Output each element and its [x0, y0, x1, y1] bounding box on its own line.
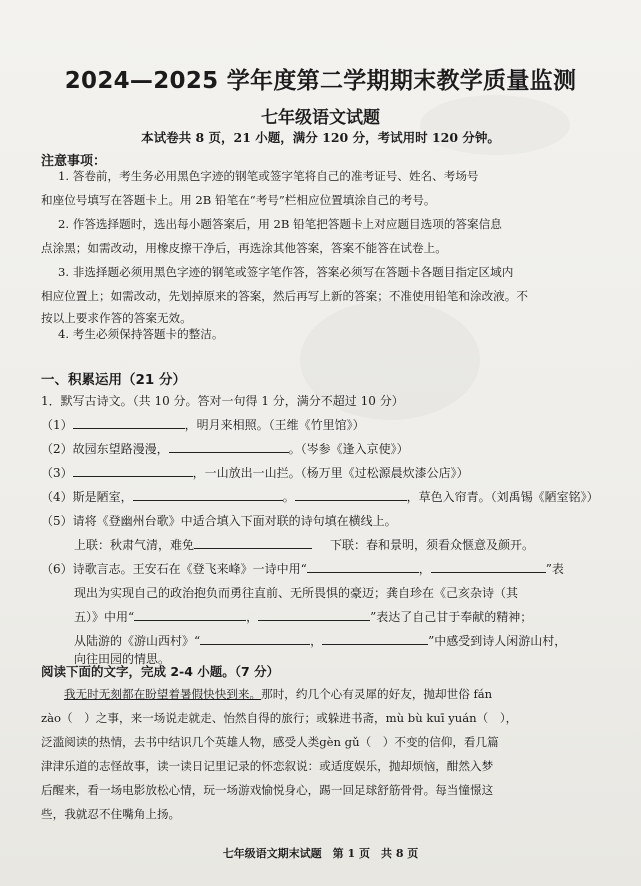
q1-1-number: （1） [41, 418, 73, 432]
reading-line [64, 686, 492, 702]
q1-1-text: ，明月来相照。（王维《竹里馆》） [184, 418, 365, 432]
answer-blank[interactable] [73, 464, 193, 477]
q1-6-line1-end: ”表 [545, 562, 564, 576]
notice-line: 点涂黑；如需改动，用橡皮擦干净后，再选涂其他答案，答案不能答在试卷上。 [41, 241, 447, 255]
reading-line: 后醒来，看一场电影放松心情，玩一场游戏愉悦身心，踢一回足球舒筋骨骨。每当憧憬这 [41, 783, 494, 797]
page-title: 2024—2025 学年度第二学期期末教学质量监测 [64, 68, 577, 94]
notice-line: 1. 答卷前，考生务必用黑色字迹的钢笔或签字笔将自己的准考证号、姓名、考场号 [58, 169, 479, 183]
notice-line: 按以上要求作答的答案无效。 [41, 311, 192, 325]
answer-blank[interactable] [134, 608, 246, 621]
answer-blank[interactable] [295, 488, 407, 501]
reading-line: 津津乐道的志怪故事，读一读日记里记录的怀恋叙说：或适度娱乐，抛却烦恼，酣然入梦 [41, 759, 494, 773]
q1-3-text: ，一山放出一山拦。（杨万里《过松源晨炊漆公店》） [192, 466, 469, 480]
q1-6 [41, 560, 564, 577]
q1-6-line1: 诗歌言志。王安石在《登飞来峰》一诗中用“ [72, 562, 307, 576]
q1-5-couplet [74, 536, 534, 553]
notice-line: 2. 作答选择题时，选出每小题答案后，用 2B 铅笔把答题卡上对应题目选项的答案信息 [58, 217, 502, 231]
reading-line: 些，我就忍不住嘴角上扬。 [41, 807, 181, 821]
q1-6-line4-end: ”中感受到诗人闲游山村， [428, 634, 567, 648]
page-subtitle: 七年级语文试题 [261, 108, 380, 128]
section-heading: 一、积累运用（21 分） [41, 372, 186, 388]
reading-text: 那时，约几个心有灵犀的好友，抛却世俗 fán [261, 687, 493, 701]
q1-6-sep: ， [418, 562, 431, 576]
q1-5 [41, 512, 397, 529]
q1-intro: 1．默写古诗文。（共 10 分。答对一句得 1 分，满分不超过 10 分） [41, 394, 404, 408]
q1-6-sep: ， [246, 610, 259, 624]
q1-6-number: （6） [41, 562, 73, 576]
q1-4-end: ，草色入帘青。（刘禹锡《陋室铭》） [406, 490, 599, 504]
q1-6-line5: 向往田园的情思。 [74, 652, 171, 666]
q1-6-line4 [74, 632, 566, 649]
reading-heading: 阅读下面的文字，完成 2-4 小题。（7 分） [41, 664, 280, 679]
q1-6-line3-start: 五）》中用“ [74, 610, 135, 624]
page-footer: 七年级语文期末试题 第 1 页 共 8 页 [222, 847, 419, 860]
q1-6-sep: ， [310, 634, 323, 648]
answer-blank[interactable] [133, 488, 283, 501]
q1-2-text: 故园东望路漫漫， [72, 442, 169, 456]
reading-line: zào（ ）之事，来一场说走就走、怡然自得的旅行；或躲进书斋，mù bù kuī yuán（ ）， [41, 711, 518, 725]
answer-blank[interactable] [258, 608, 370, 621]
notice-line: 4. 考生必须保持答题卡的整洁。 [58, 327, 224, 341]
q1-5-text: 请将《登幽州台歌》中适合填入下面对联的诗句填在横线上。 [72, 514, 397, 528]
q1-2-number: （2） [41, 442, 73, 456]
answer-blank[interactable] [194, 536, 312, 549]
q1-6-line3-end: ”表达了自己甘于奉献的精神； [370, 610, 533, 624]
q1-4-number: （4） [41, 490, 73, 504]
notice-line: 和座位号填写在答题卡上。用 2B 铅笔在“考号”栏相应位置填涂自己的考号。 [41, 193, 436, 207]
couplet-lower: 下联：春和景明，须看众惬意及颜开。 [330, 538, 535, 552]
answer-blank[interactable] [322, 632, 428, 645]
q1-6-line2: 现出为实现自己的政治抱负而勇往直前、无所畏惧的豪迈；龚自珍在《己亥杂诗（其 [74, 586, 519, 600]
couplet-upper: 上联：秋肃气清，难免 [74, 538, 195, 552]
q1-2 [41, 440, 409, 457]
exam-info: 本试卷共 8 页，21 小题，满分 120 分，考试用时 120 分钟。 [141, 130, 500, 145]
q1-2-source: 。（岑参《逢入京使》） [288, 442, 409, 456]
answer-blank[interactable] [73, 416, 185, 429]
reading-line: 泛滥阅读的热情，去书中结识几个英雄人物，感受人类gèn gǔ（ ）不变的信仰，看几篇 [41, 735, 499, 749]
answer-blank[interactable] [431, 560, 546, 573]
q1-6-line3 [74, 608, 532, 625]
q1-3-number: （3） [41, 466, 73, 480]
q1-6-line4-start: 从陆游的《游山西村》“ [74, 634, 201, 648]
notice-heading: 注意事项： [41, 154, 107, 169]
answer-blank[interactable] [307, 560, 419, 573]
q1-3 [41, 464, 469, 481]
answer-blank[interactable] [169, 440, 289, 453]
notice-line: 3. 非选择题必须用黑色字迹的钢笔或签字笔作答，答案必须写在答题卡各题目指定区域内 [58, 265, 514, 279]
answer-blank[interactable] [200, 632, 310, 645]
notice-line: 相应位置上；如需改动，先划掉原来的答案，然后再写上新的答案；不准使用铅笔和涂改液。不 [41, 289, 528, 303]
q1-4 [41, 488, 599, 505]
q1-4-mid: 。 [282, 490, 295, 504]
underlined-sentence: 我无时无刻都在盼望着暑假快快到来。 [64, 687, 262, 701]
q1-1 [41, 416, 365, 433]
q1-5-number: （5） [41, 514, 73, 528]
q1-4-text: 斯是陋室， [72, 490, 133, 504]
